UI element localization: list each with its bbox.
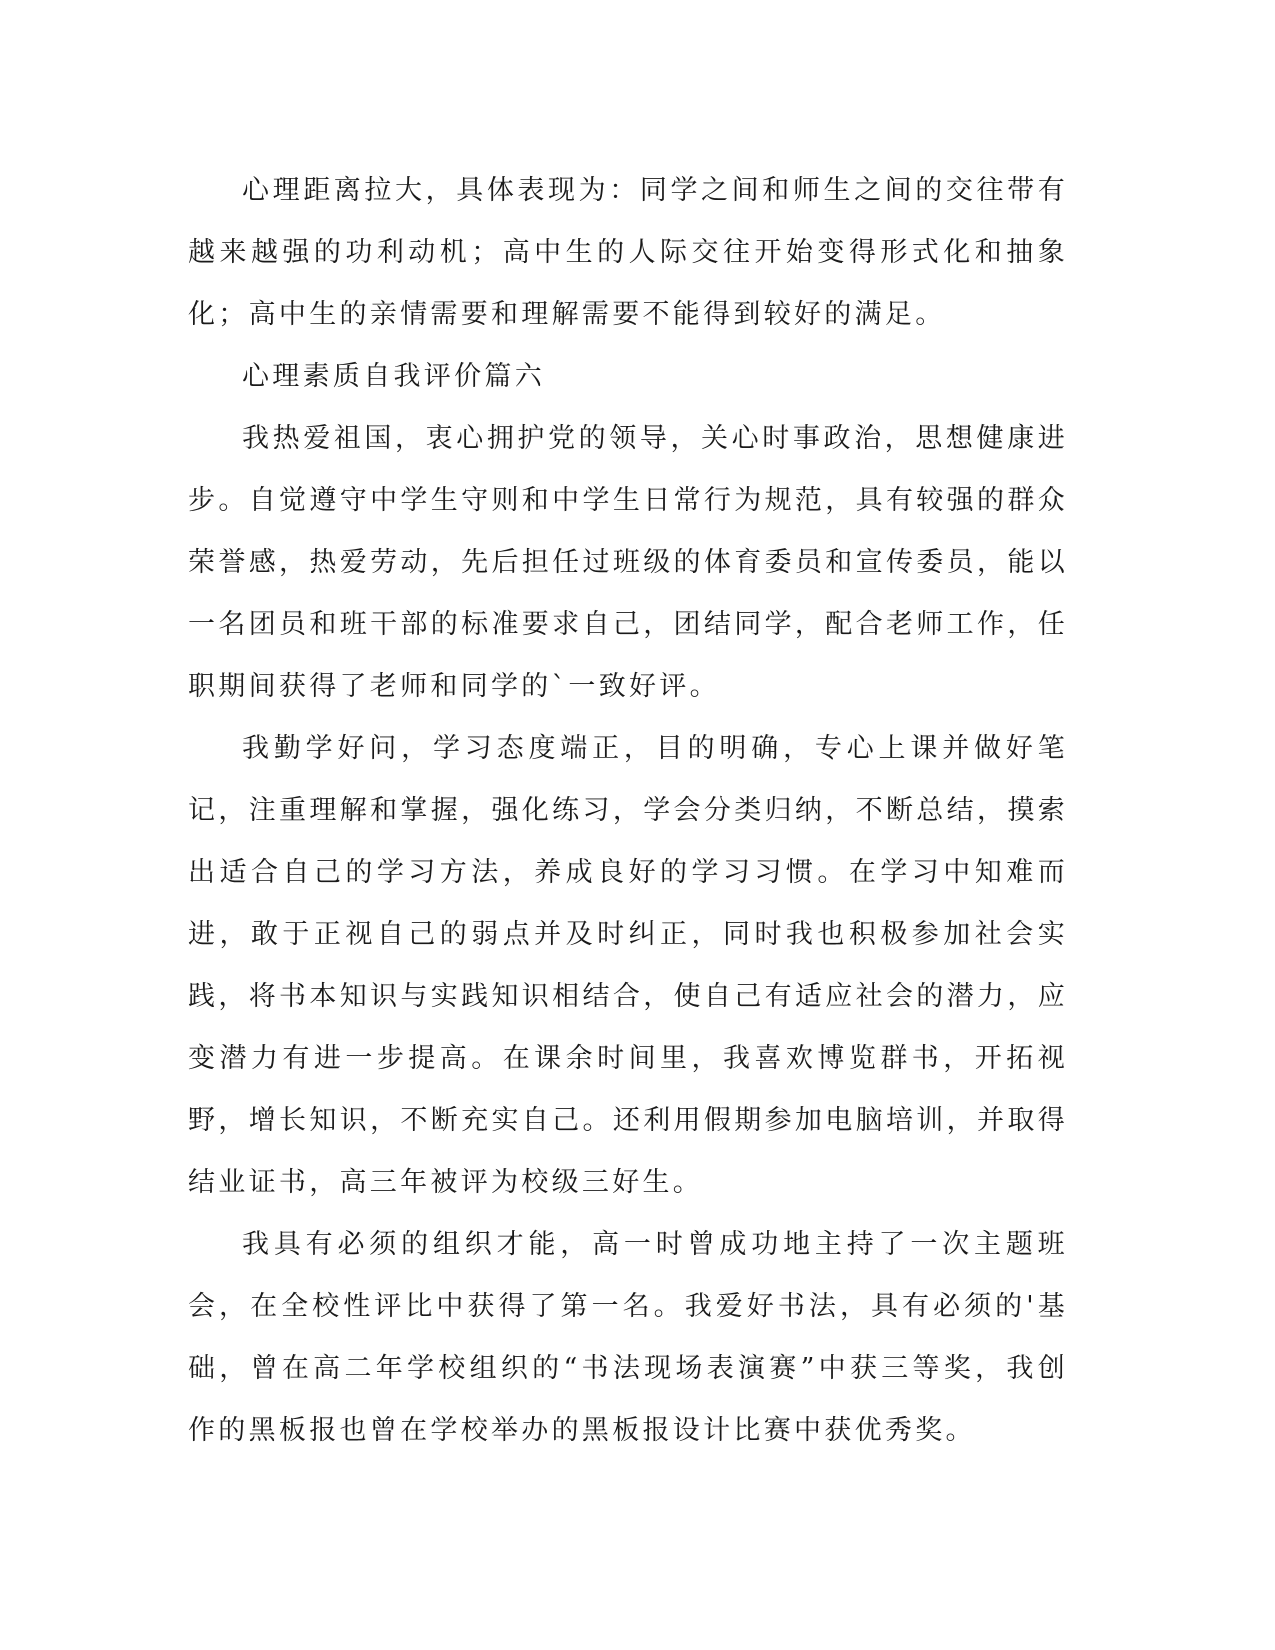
paragraph-patriotism: 我热爱祖国，衷心拥护党的领导，关心时事政治，思想健康进步。自觉遵守中学生守则和中学生日常行为规范，具有较强的群众荣誉感，热爱劳动，先后担任过班级的体育委员和宣传委员，能以一名团员和班干部的标准要求自己，团结同学，配合老师工作，任职期间获得了老师和同学的`一致好评。 [188, 423, 1068, 702]
paragraph-study: 我勤学好问，学习态度端正，目的明确，专心上课并做好笔记，注重理解和掌握，强化练习，学会分类归纳，不断总结，摸索出适合自己的学习方法，养成良好的学习习惯。在学习中知难而进，敢于正视自己的弱点并及时纠正，同时我也积极参加社会实践，将书本知识与实践知识相结合，使自己有适应社会的潜力，应变潜力有进一步提高。在课余时间里，我喜欢博览群书，开拓视野，增长知识，不断充实自己。还利用假期参加电脑培训，并取得结业证书，高三年被评为校级三好生。 [188, 733, 1068, 1198]
paragraph-psychological-distance: 心理距离拉大，具体表现为：同学之间和师生之间的交往带有越来越强的功利动机；高中生的人际交往开始变得形式化和抽象化；高中生的亲情需要和理解需要不能得到较好的满足。 [188, 175, 1068, 330]
paragraph-organization: 我具有必须的组织才能，高一时曾成功地主持了一次主题班会，在全校性评比中获得了第一名。我爱好书法，具有必须的'基础，曾在高二年学校组织的“书法现场表演赛”中获三等奖，我创作的黑板报也曾在学校举办的黑板报设计比赛中获优秀奖。 [188, 1229, 1068, 1446]
document-body [188, 160, 1068, 1462]
section-heading: 心理素质自我评价篇六 [242, 361, 545, 392]
